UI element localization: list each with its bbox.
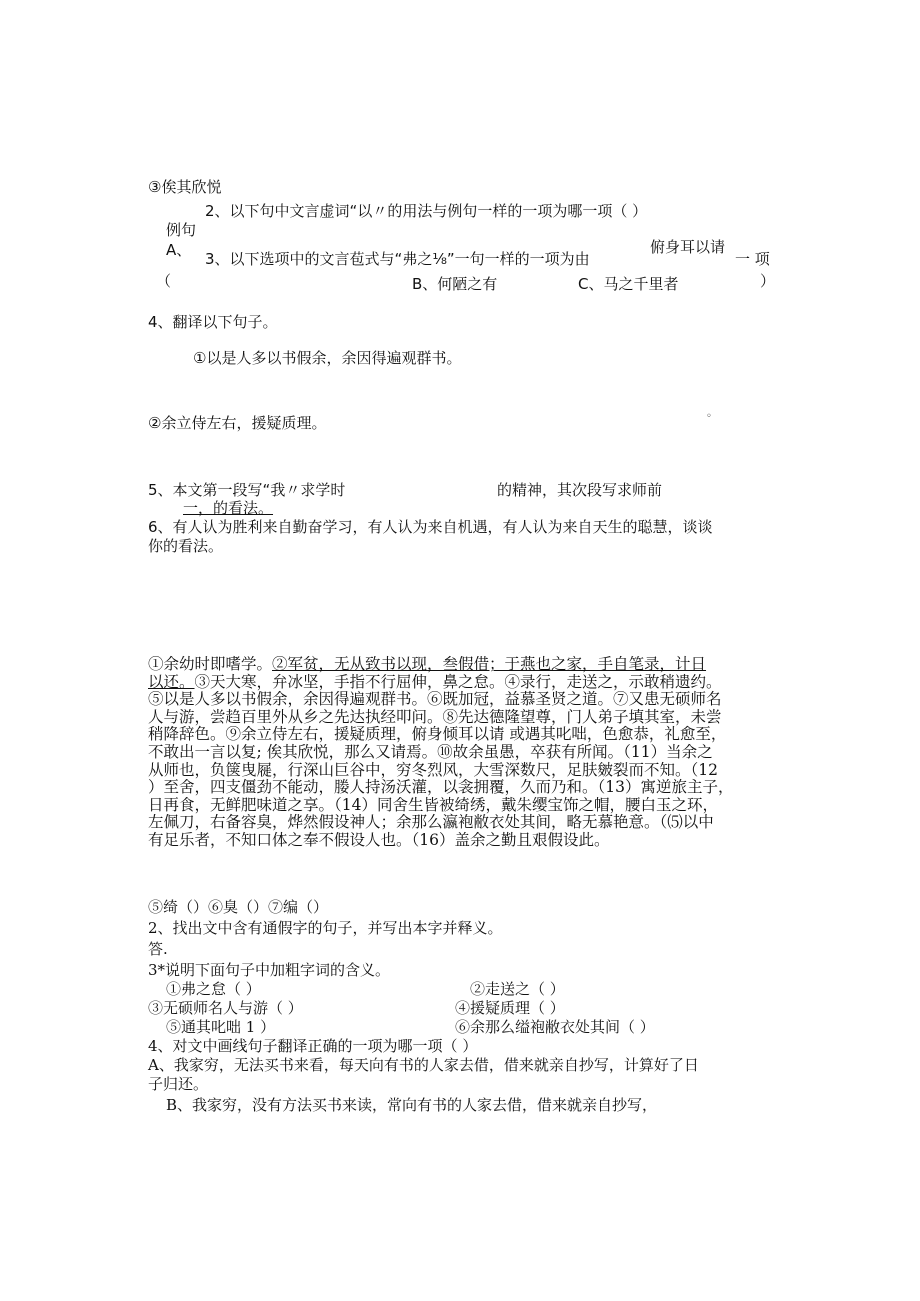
question-3-end: 一 项 (735, 250, 770, 268)
question-4-title: 4、翻译以下句子。 (148, 313, 278, 331)
bottom-r1a: ①弗之怠（ ） (166, 980, 261, 998)
bottom-r2a: ③无硕师名人与游（ ） (148, 999, 303, 1017)
passage-line: 有足乐者，不知口体之奉不假设人也。（16）盖余之勤且艰假设此。 (148, 830, 610, 849)
bottom-q1: ⑤绮（）⑥臭（）⑦编（） (148, 898, 329, 916)
option-a-label: A、 (166, 241, 192, 259)
bottom-q4: 4、对文中画线句子翻译正确的一项为哪一项（ ） (148, 1037, 478, 1055)
question-5-b: 的精神，其次段写求师前 (497, 481, 663, 499)
bottom-option-a-line2: 子归还。 (148, 1075, 209, 1093)
option-b: B、何陋之有 (412, 275, 498, 293)
bottom-r3a: ⑤通其叱咄 1 ） (166, 1018, 276, 1036)
passage-line: 不敢出一言以复; 俟其欣悦，那么又请焉。⑩故余虽愚，卒获有所闻。（11）当余之 (148, 742, 713, 761)
paren-open: （ (156, 272, 172, 290)
passage-line: 以还。③天大寒，弁冰坚，手指不行屈伸，鼻之怠。④录行，走送之，示敢稍遗约。 (148, 672, 722, 691)
passage-line: 从师也，负箧曳屣，行深山巨谷中，穷冬烈风，大雪深数尺，足肤皴裂而不知。（12 (148, 760, 718, 779)
passage-line: ）至舍，四支僵劲不能动，媵人持汤沃灌，以衾拥覆，久而乃和。（13）寓逆旅主子， (148, 778, 734, 797)
bottom-r1b: ②走送之（ ） (470, 980, 565, 998)
translate-sentence-1: ①以是人多以书假余，余因得遍观群书。 (193, 349, 462, 367)
question-5-a: 5、本文第一段写“我〃求学时 (148, 481, 346, 499)
passage-line: ①余幼时即嗜学。②军贫，无从致书以现，叁假借；于燕也之家，手自笔录，计日 (148, 655, 707, 673)
passage-line: 稍降辞色。⑨余立侍左右，援疑质理，俯身倾耳以请 或遇其叱咄，色愈恭，礼愈至， (148, 725, 727, 744)
classical-passage (148, 656, 788, 850)
question-2: 2、以下句中文言虚词“以〃的用法与例句一样的一项为哪一项（ ） (205, 202, 648, 220)
passage-line: 人与游，尝趋百里外从乡之先达执经叩问。⑧先达德隆望尊，门人弟子填其室，未尝 (148, 707, 722, 726)
bottom-r3b: ⑥余那么缢袍敝衣处其间（ ） (455, 1018, 655, 1036)
question-6-line1: 6、有人认为胜利来自勤奋学习，有人认为来自机遇，有人认为来自天生的聪慧，谈谈 (148, 518, 713, 536)
bottom-answer: 答. (148, 940, 168, 958)
passage-line: 左佩刀，右备容臭，烨然假设神人；余那么瀛袍敝衣处其间，略无慕艳意。（⑸以中 (148, 813, 714, 832)
option-c: C、马之千里者 (578, 275, 679, 293)
stray-dot: ◦ (706, 411, 712, 422)
option-a-text: 俯身耳以请 (650, 238, 726, 256)
underlined-sentence: ②军贫，无从致书以现，叁假借；于燕也之家，手自笔录，计日 (272, 655, 707, 673)
question-6-line2: 你的看法。 (148, 537, 224, 555)
bottom-option-b-line1: B、我家穷，没有方法买书来读，常向有书的人家去借，借来就亲自抄写， (166, 1096, 658, 1114)
question-3: 3、以下选项中的文言苞式与“弗之⅛”一句一样的一项为由 (205, 250, 590, 268)
bottom-option-a-line1: A、我家穷，无法买书来看，每天向有书的人家去借，借来就亲自抄写，计算好了日 (148, 1056, 699, 1074)
question-5-c: 一，的看法。 (183, 499, 274, 517)
bottom-r2b: ④援疑质理（ ） (455, 999, 565, 1017)
passage-line: ⑤以是人多以书假余，余因得遍观群书。⑥既加冠，益慕圣贤之道。⑦又患无硕师名 (148, 690, 722, 709)
line-yan-xin-yue: ③俟其欣悦 (148, 178, 222, 196)
passage-line: 日再食，无鲜肥味道之享。（14）同舍生皆被绮绣，戴朱缨宝饰之帽，腰白玉之环， (148, 795, 718, 814)
underlined-sentence: 以还。 (148, 672, 195, 691)
bottom-q3: 3*说明下面句子中加粗字词的含义。 (148, 961, 391, 979)
paren-close: ） (760, 272, 776, 290)
example-label: 例句 (166, 221, 197, 239)
bottom-q2: 2、找出文中含有通假字的句子，并写出本字并释义。 (148, 919, 503, 937)
translate-sentence-2: ②余立侍左右，援疑质理。 (148, 414, 327, 432)
